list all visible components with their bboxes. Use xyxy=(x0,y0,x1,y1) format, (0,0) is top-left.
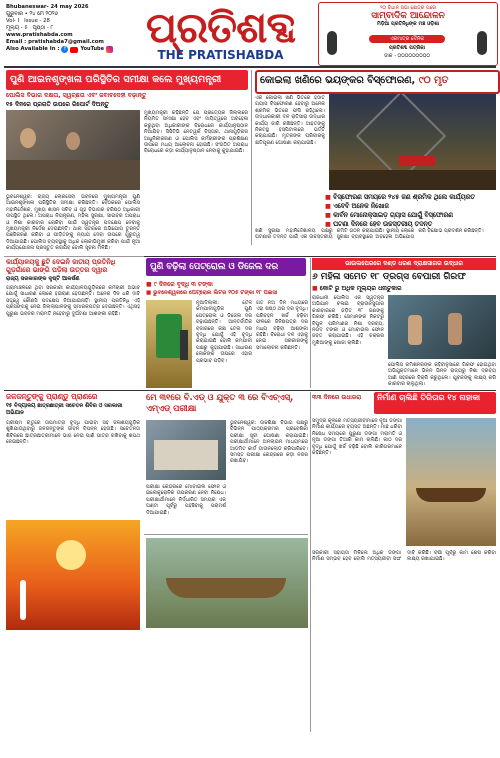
yt-label-icon: YouTube xyxy=(80,46,105,52)
pact-body2: ପୋଲିସ କମିଶନରଙ୍କ କହିବାନୁସାରେ ଗିରଫ ହୋଇଥିବା ଅଭିଯୁକ୍ତମାନେ ଭିନ୍ନ ଭିନ୍ନ ରାଜ୍ୟରୁ ନିଶା ଦ୍ରବ୍ୟ ଆଣି ସହରରେ ବିକ୍ରି କରୁଥିଲେ। ଯୁବକଙ୍କୁ ଲକ୍ଷ୍ୟ କରି କାରବାର ଚାଲୁଥିଲା। xyxy=(388,362,496,388)
leftmid-sub: ରାଜ୍ୟ ସରକାରଙ୍କ ଦୃଷ୍ଟି ଆକର୍ଷଣ xyxy=(6,276,80,282)
mine-bullet: ■ ବିସ୍ଫୋରଣ ସମୟରେ ୨୪୫ ଜଣ ଶ୍ରମିକ ଥିଲେ କାର୍ଯ୍ୟରତ xyxy=(325,193,496,202)
mine-headline-num: ୯୦ ମୃତ xyxy=(418,75,449,86)
fuel-headline[interactable]: ପୁଣି ବଢ଼ିଲା ପେଟ୍ରୋଲ ଓ ଡିଜେଲ ଦର xyxy=(150,262,279,272)
mine-bullets xyxy=(255,193,496,229)
lead-sub2: ୧୫ ଦିନରେ ପ୍ରଗତି ଉପରେ ରିପୋର୍ଟ ଦିଅନ୍ତୁ xyxy=(6,101,109,108)
pact-strip-text: ଭାଉଲପେରରେ ଦଣ୍ଡ ଧରଣ ଦ୍ରାକ୍ଷସାଗର ଉଦ୍ଧାର xyxy=(345,260,463,267)
lead-body-col2: ମୁଖ୍ୟମନ୍ତ୍ରୀ କହିଛନ୍ତି ଯେ ପ୍ରତ୍ୟେକ ଜିଲ୍ଲାରେ ନିୟମିତ ସମୀକ୍ଷା ହେବ ଏବଂ ଦାୟିତ୍ୱରେ ଅବହେଳା କରୁଥିବା ଅଧିକାରୀଙ୍କ ବିରୋଧରେ କାର୍ଯ୍ୟାନୁଷ୍ଠାନ ନିଆଯିବ। ସିସିଟିଭି ନେଟୱର୍କ ବିସ୍ତାର, ଥାନାଗୁଡ଼ିକର ଆଧୁନିକୀକରଣ ଓ ପୋଲିସ କର୍ମଚାରୀଙ୍କ ପ୍ରଶିକ୍ଷଣ ଉପରେ ମଧ୍ୟ ଆଲୋଚନା ହୋଇଛି। ସଂଗଠିତ ଅପରାଧ ବିରୋଧରେ କଡ଼ା କାର୍ଯ୍ୟାନୁଷ୍ଠାନ ନେବାକୁ କୁହାଯାଇଛି। xyxy=(144,110,248,155)
mine-bullet: ■ କାର୍ବନ ମୋନୋକ୍ସାଇଡ଼ ଗ୍ୟାସ ଯୋଗୁଁ ବିସ୍ଫୋରଣ xyxy=(325,211,496,220)
issue: Issue - 28 xyxy=(24,18,50,24)
jobs-body2: ପରୀକ୍ଷା କେନ୍ଦ୍ରରେ ମୋବାଇଲ ଫୋନ ଓ ଇଲେକ୍ଟ୍ରୋନିକ ଉପକରଣ ନେବା ନିଷେଧ। ପରୀକ୍ଷାର୍ଥୀମାନେ ନିର୍ଦ୍ଧାରିତ ସମୟର ଏକ ଘଣ୍ଟା ପୂର୍ବରୁ ପହଞ୍ଚିବାକୁ ପରାମର୍ଶ ଦିଆଯାଇଛି। xyxy=(146,484,226,516)
lead-sub1: ପୋଲିସ ବିଭାଗ ଦକ୍ଷତା, ସ୍ୱଚ୍ଛତା ଏବଂ ଜବାବଦେହୀ ବଢ଼ାନ୍ତୁ xyxy=(6,92,147,99)
pact-body: ରାଜଧାନୀ ପୋଲିସ ଏକ ସ୍ୱତନ୍ତ୍ର ଅଭିଯାନ ଚଳାଇ ବ୍ରାଉନସୁଗାର କାରବାରରେ ଜଡ଼ିତ ୧୮ ଜଣଙ୍କୁ ଗିରଫ କରିଛି। ସେମାନଙ୍କ ନିକଟରୁ ବିପୁଳ ପରିମାଣର ନିଶା ଦ୍ରବ୍ୟ, ନଗଦ ଟଙ୍କା ଓ ମୋବାଇଲ ଫୋନ ଜବତ କରାଯାଇଛି। ଏହି ଚକ୍ରର ମୁଖିଆଙ୍କୁ ଖୋଜା ଚାଲିଛି। xyxy=(312,295,384,346)
boats-headline-box xyxy=(374,392,496,414)
mine-bullet: ■ ଏବେବି ଅନେକ ନିଖୋଜ xyxy=(325,202,496,211)
promo-num: ଡାକ - ୦୦୦୦୦୦୦୦୦ xyxy=(383,53,431,59)
mine-headline-text: କୋଇଲା ଖଣିରେ ଭୟଙ୍କର ବିସ୍ଫୋରଣ, xyxy=(260,75,419,86)
heat-photo xyxy=(6,520,140,630)
mine-headline[interactable] xyxy=(257,72,498,90)
promo-box xyxy=(318,2,498,66)
instagram-icon[interactable] xyxy=(106,46,113,53)
jobs-body: ଭୁବନେଶ୍ୱର: ଉଚ୍ଚଶିକ୍ଷା ବିଭାଗ ପକ୍ଷରୁ ବିଭିନ୍ନ ପାଠ୍ୟକ୍ରମର ପ୍ରବେଶିକା ପରୀକ୍ଷା ସୂଚୀ ଘୋଷଣା କରାଯାଇଛି। ପରୀକ୍ଷାର୍ଥୀମାନେ ଅନଲାଇନ ମାଧ୍ୟମରେ ଆଡମିଟ କାର୍ଡ ଡାଉନଲୋଡ କରିପାରିବେ। ସମସ୍ତ ପରୀକ୍ଷା କେନ୍ଦ୍ରରେ କଡ଼ା ନଜର ରଖାଯିବ। xyxy=(230,420,308,465)
microphone-icon xyxy=(477,31,487,55)
email[interactable]: Email : pratishabda7@gmail.com xyxy=(6,39,104,45)
pact-headline[interactable]: ୬ ମହିଳା ସମେତ ୧୮ ଡ୍ରଗ୍ସ ବେପାରୀ ଗିରଫ xyxy=(312,272,466,282)
boats-yard-photo xyxy=(146,538,308,628)
facebook-icon[interactable]: f xyxy=(61,46,68,53)
mine-headline-box xyxy=(255,70,500,94)
city: Bhubaneswar- xyxy=(6,4,49,10)
title-en: THE PRATISHABDA xyxy=(157,48,284,62)
leftlow-body: ଗ୍ରୀଷ୍ମ ଋତୁରେ ତାପମାତ୍ରା ବୃଦ୍ଧି ପାଇବା ସହ ଜଳାଶୟଗୁଡ଼ିକ ଶୁଖିଯାଉଥିବାରୁ ଜଳଜନ୍ତୁଙ୍କ ଜୀବନ ବିପନ୍ନ ହେଉଛି। ସଚେତନତା ଶିବିରରେ ଛାତ୍ରଛାତ୍ରୀମାନେ ଭାଗ ନେଇ ପାଣି ପାତ୍ର ରଖିବାକୁ ଶପଥ ନେଇଛନ୍ତି। xyxy=(6,420,140,446)
title-odia: ପ୍ରତିଶବ୍ଦ xyxy=(145,3,296,52)
pact-strip xyxy=(312,258,496,270)
vol: Vol- I xyxy=(6,18,20,24)
jobs-photo xyxy=(146,420,226,480)
website[interactable]: www.pratishabda.com xyxy=(6,32,73,38)
date-odia: ଗୁରୁବାର • ୨୪ ମେ ୨୦୨୬ xyxy=(6,11,58,17)
boats-body2: ସରକାରୀ ସହାୟତା ମିଳିଲେ ଅଧିକ ଡଙ୍ଗା ନିର୍ମାଣ ସମ୍ଭବ ହେବ ବୋଲି ମତ୍ସ୍ୟଜୀବୀ ସଙ୍ଘ ଦାବି କରିଛି। ବର୍ଷା ପୂର୍ବରୁ କାମ ଶେଷ କରିବା ଲକ୍ଷ୍ୟ ରଖାଯାଇଛି। xyxy=(312,550,496,563)
microphone-icon xyxy=(327,31,337,55)
fuel-bullet: ■ ଭୁବନେଶ୍ୱରରେ ପେଟ୍ରୋଲ ଲିଟର ୧୦୫ ଟଙ୍କା ୧୮ ପଇସା xyxy=(146,289,306,297)
pact-photo xyxy=(388,295,496,359)
promo-sub: ମିଡ଼ିଆ ପ୍ରତିନିଧିଙ୍କ ମଞ୍ଚ ଓଡ଼ିଶା xyxy=(376,21,440,27)
promo-main: ସାମ୍ବାଦିକ ଆନ୍ଦୋଳନ xyxy=(371,11,445,21)
date: 24 may 2026 xyxy=(50,4,89,10)
fuel-bullets xyxy=(146,280,306,297)
fuel-body2: ଗତ ନଅ ଦିନ ମଧ୍ୟରେ ଏହା ଷଷ୍ଠ ଥର ଦର ବୃଦ୍ଧି। ପରିବହନ ଖର୍ଚ୍ଚ ବଢ଼ିବା ଫଳରେ ଜିନିଷପତ୍ର ଦର ମଧ୍ୟ ବଢ଼ିବା ଆଶଙ୍କା ରହିଛି। ବିରୋଧୀ ଦଳ ଏହାକୁ ନେଇ ସରକାରଙ୍କୁ ସମାଲୋଚନା କରିଛନ୍ତି। xyxy=(256,300,308,351)
pages: ପୃଷ୍ଠା - ୮ xyxy=(32,25,54,31)
masthead-meta xyxy=(6,4,126,53)
mine-photo xyxy=(329,94,496,190)
mine-body: ଏକ କୋଇଲା ଖଣି ଭିତରେ ହଠାତ୍ ଗ୍ୟାସ ବିସ୍ଫୋରଣ ହେବାରୁ ଅନେକ ଶ୍ରମିକ ଭିତରେ ଫସି ରହିଥିଲେ। ଉଦ୍ଧାରକାରୀ ଦଳ ରାତିସାରା ଉଦ୍ଧାର କାର୍ଯ୍ୟ ଜାରି ରଖିଛନ୍ତି। ଆହତଙ୍କୁ ନିକଟସ୍ଥ ହସ୍ପିଟାଲରେ ଭର୍ତ୍ତି କରାଯାଇଛି। ମୃତକଙ୍କ ପରିବାରକୁ କ୍ଷତିପୂରଣ ଘୋଷଣା କରାଯାଇଛି। xyxy=(255,95,325,146)
youtube-icon[interactable] xyxy=(70,47,78,53)
promo-top: ୨୦ ବିଧାନ ସଭା କ୍ଷେତ୍ର ପରେ xyxy=(379,5,437,11)
mine-bullet: ■ ଘଟଣା ଦିନରେ ହେବ ଉଚ୍ଚସ୍ତରୀୟ ତଦନ୍ତ xyxy=(325,220,496,229)
masthead-title xyxy=(128,4,313,62)
pact-sub: ■ କୋଟି ରୁ ଅଧିକ ମୂଲ୍ୟର ଧନାଚୁକାର xyxy=(312,284,496,293)
lead-photo xyxy=(6,110,140,190)
promo-tag-box: ଏକମାତ୍ର ଦୈନିକ xyxy=(369,35,445,43)
lead-headline-box xyxy=(6,70,248,90)
fuel-photo xyxy=(146,300,192,388)
fuel-headline-box xyxy=(146,258,306,276)
available-label: Also Available In : xyxy=(6,46,60,52)
mine-body2: ଖଣି ସୁରକ୍ଷା ମହାନିର୍ଦ୍ଦେଶାଳୟ ପକ୍ଷରୁ ଘଟଣାର ତଦନ୍ତ ପାଇଁ ଏକ ଉଚ୍ଚସ୍ତରୀୟ କମିଟି ଗଠନ କରାଯାଇଛି। ସ୍ଥାନୀୟ ଲୋକେ ସୁରକ୍ଷା ବ୍ୟବସ୍ଥାରେ ଅବହେଳା ଅଭିଯୋଗ କରି ବିକ୍ଷୋଭ ପ୍ରଦର୍ଶନ କରିଛନ୍ତି। xyxy=(255,228,484,241)
lead-headline[interactable]: ପୁଣି ଆଇନଶୃଙ୍ଖଳା ପରିସ୍ଥିତିର ସମୀକ୍ଷା କଲେ ମୁଖ୍ୟମନ୍ତ୍ରୀ xyxy=(10,74,222,85)
fuel-bullet: ■ ୯ ଦିନରେ ବୃଦ୍ଧି ୩ ଟଙ୍କା xyxy=(146,280,306,289)
promo-tag: ପ୍ରତିଶବ୍ଦ ପତ୍ରିକା xyxy=(388,45,426,51)
leftlow-headline[interactable]: ଜଳଜନ୍ତୁଙ୍କୁ ପ୍ରାଣ୍ଡୁ ପ୍ରାଣରେ xyxy=(6,392,98,401)
price: ମୂଲ୍ୟ - ୫ xyxy=(6,25,28,31)
leftlow-sub: ୧୫ ବିଦ୍ୟାଳୟ ଛାତ୍ରଛାତ୍ରୀ ସଚେତନ ଶିବିର ଓ ସରକାରୀ ଅଭିଯାନ xyxy=(6,403,123,416)
boats-headline-small: ୩୩ ଦିନରେ ଉଧାରରା xyxy=(312,394,362,401)
boats-body: ସମୁଦ୍ର କୂଳରେ ମତ୍ସ୍ୟଜୀବୀମାନେ ନୂଆ ଡଙ୍ଗା ନିର୍ମାଣ କାର୍ଯ୍ୟରେ ବ୍ୟସ୍ତ ଅଛନ୍ତି। ମାଛ ଧରିବା ନିଷେଧ ସମୟରେ ପୁରୁଣା ଡଙ୍ଗା ମରାମତି ଓ ନୂଆ ଡଙ୍ଗା ତିଆରି କାମ ଚାଲିଛି। କାଠ ଦର ବୃଦ୍ଧି ଯୋଗୁଁ ଖର୍ଚ୍ଚ ବଢ଼ିଛି ବୋଲି କାରିଗରମାନେ କହିଛନ୍ତି। xyxy=(312,418,402,457)
boats-headline[interactable]: ନିର୍ମାଣ ଚାଲିଛି ତିରିତାର ୧୪ ନାହାକା xyxy=(377,393,481,402)
leftmid-headline[interactable]: କାର୍ଯ୍ୟାଳୟକୁ ଛୁଟି ଦେଇନି ଜାତୀୟ ପ୍ରତିନିଧି ଗୁଡ଼ଗାଁରେ ଭାଙ୍ଗି ପଡ଼ିଲା ଉତ୍ତର ଦ୍ୱାର xyxy=(6,258,116,274)
jobs-headline[interactable]: ମେ ୩୧ରେ ବି.ଏଡ୍ ଓ ଯୁକ୍ତ ୩ ରେ ବିଏଚ୍‌ଏସ୍‌, ଏମ୍‌ଏଡ୍ ପରୀକ୍ଷା xyxy=(146,392,294,413)
lead-body: ଭୁବନେଶ୍ୱର: ରାଜ୍ୟ ଲୋକସେବା ଭବନରେ ମୁଖ୍ୟମନ୍ତ୍ରୀ ପୁଣି ଆଇନଶୃଙ୍ଖଳା ପରିସ୍ଥିତିର ସମୀକ୍ଷା କରିଛନ୍ତି। ବୈଠକରେ ପୋଲିସ ମହାନିର୍ଦ୍ଦେଶକ, ମୁଖ୍ୟ ଶାସନ ସଚିବ ଓ ଗୃହ ବିଭାଗର ବରିଷ୍ଠ ଅଧିକାରୀ ଉପସ୍ଥିତ ଥିଲେ। ଅପରାଧ ନିୟନ୍ତ୍ରଣ, ମହିଳା ସୁରକ୍ଷା, ସାଇବର ଅପରାଧ ଓ ନିଶା କାରବାର ରୋକିବା ପାଇଁ ସ୍ୱତନ୍ତ୍ର ପଦକ୍ଷେପ ନେବାକୁ ମୁଖ୍ୟମନ୍ତ୍ରୀ ନିର୍ଦ୍ଦେଶ ଦେଇଛନ୍ତି। ଥାନା ସ୍ତରରେ ଅଭିଯୋଗ ତୁରନ୍ତ ପଞ୍ଜିକରଣ କରିବା ଓ ପୀଡ଼ିତଙ୍କୁ ନ୍ୟାୟ ଦେବା ଉପରେ ଗୁରୁତ୍ୱ ଦିଆଯାଇଛି। ପୋଲିସ ବ୍ୟବସ୍ଥାକୁ ଅଧିକ ଲୋକାଭିମୁଖୀ କରିବା ପାଇଁ ନୂଆ କାର୍ଯ୍ୟଯୋଜନା ପ୍ରସ୍ତୁତ କରାଯିବ ବୋଲି ସୂଚନା ମିଳିଛି। xyxy=(6,194,140,252)
jobs-headline-box xyxy=(146,392,308,416)
boats-photo xyxy=(406,418,496,546)
leftmid-body: ଗ୍ରାମାଞ୍ଚଳରେ ଥିବା ସରକାରୀ କାର୍ଯ୍ୟାଳୟଗୁଡ଼ିକରେ କର୍ମଚାରୀ ଅଭାବ ଯୋଗୁଁ ସାଧାରଣ ଲୋକେ ହଇରାଣ ହେଉଛନ୍ତି। ଅନେକ ଦିନ ଧରି ଦାବି ସତ୍ତ୍ୱେ କୌଣସି ପଦକ୍ଷେପ ନିଆଯାଇନାହିଁ। ସ୍ଥାନୀୟ ପ୍ରତିନିଧି ଏହି ପ୍ରସଙ୍ଗକୁ ନେଇ ଜିଲ୍ଲାପାଳଙ୍କୁ ସ୍ମାରକପତ୍ର ଦେଇଛନ୍ତି। ଏଥିସହ ପୁରୁଣା ଭବନର ମରାମତି ନହେବାରୁ ଦୁର୍ଘଟଣା ଆଶଙ୍କା ରହିଛି। xyxy=(6,285,140,317)
fuel-body: ନୂଆଦିଲ୍ଲୀ: ତୈଳ କମ୍ପାନୀଗୁଡ଼ିକ ପୁଣି ପେଟ୍ରୋଲ ଓ ଡିଜେଲ ଦର ବଢ଼ାଇଛନ୍ତି। ଆନ୍ତର୍ଜାତିକ ବଜାରରେ କଞ୍ଚା ତେଲ ଦର ବୃଦ୍ଧି ଯୋଗୁଁ ଏହି ବୃଦ୍ଧି କରାଯାଇଛି ବୋଲି କମ୍ପାନୀ ପକ୍ଷରୁ କୁହାଯାଇଛି। ସାଧାରଣ ଲୋକଙ୍କ ଉପରେ ଏହାର ପ୍ରଭାବ ପଡ଼ିବ। xyxy=(196,300,252,364)
